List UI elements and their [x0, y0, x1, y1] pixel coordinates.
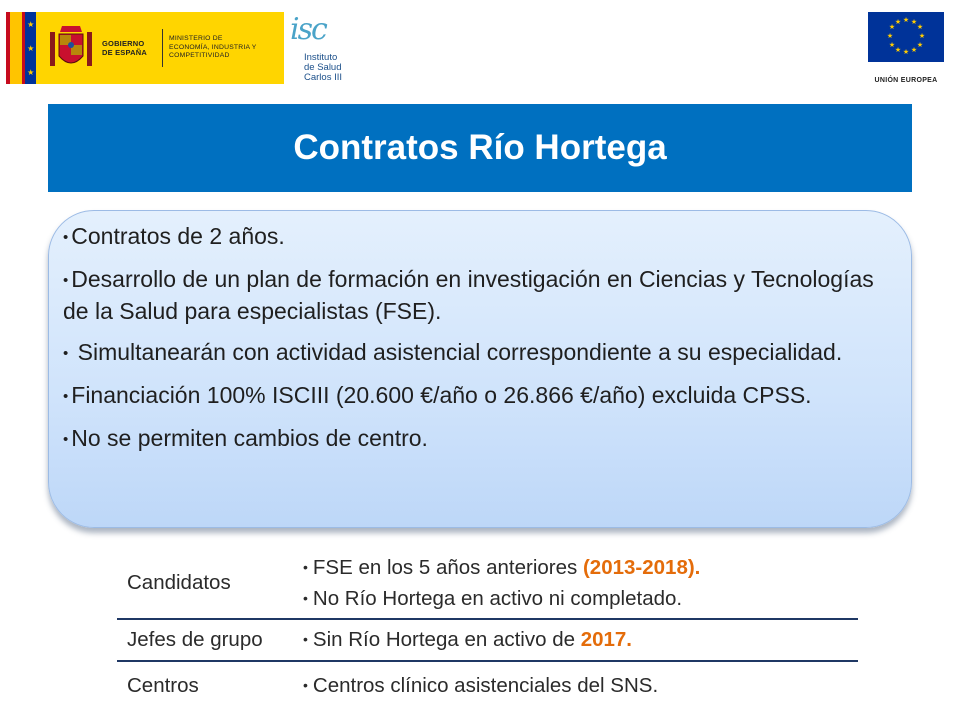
eu-logo	[866, 12, 946, 90]
svg-text:★: ★	[894, 18, 902, 26]
candidatos-years: (2013-2018).	[582, 556, 701, 579]
centros-label: Centros	[127, 674, 199, 697]
isciii-logo	[290, 12, 360, 84]
svg-text:★: ★	[910, 46, 918, 54]
eu-flag-icon	[868, 12, 944, 62]
ministerio-label: MINISTERIO DE ECONOMÍA, INDUSTRIA Y COMPETITIVIDAD	[169, 35, 257, 60]
title-bar	[48, 104, 912, 192]
svg-text:★: ★	[894, 46, 902, 54]
list-item: • Desarrollo de un plan de formación en investigación en Ciencias y Tecnologías de la Salud para especialistas (FSE).	[63, 266, 874, 324]
table-row	[117, 548, 858, 619]
candidatos-value: • FSE en los 5 años anteriores (2013-2018). • No Río Hortega en activo ni completado.	[303, 548, 858, 619]
page-title: Contratos Río Hortega	[293, 128, 667, 167]
jefes-label: Jefes de grupo	[117, 619, 303, 661]
spain-eu-flag-icon: ★ ★ ★	[6, 12, 36, 84]
svg-text:★: ★	[916, 41, 924, 49]
list-item: • Simultanearán con actividad asistencial correspondiente a su especialidad.	[63, 339, 843, 365]
svg-text:★: ★	[888, 41, 896, 49]
svg-text:★: ★	[902, 16, 910, 24]
gobierno-label: GOBIERNO DE ESPAÑA	[102, 39, 148, 57]
svg-text:★: ★	[916, 23, 924, 31]
eu-label: UNIÓN EUROPEA	[874, 77, 938, 84]
list-item: • No se permiten cambios de centro.	[63, 425, 428, 451]
gobierno-logo	[6, 12, 284, 84]
info-box	[48, 210, 912, 528]
list-item: • Financiación 100% ISCIII (20.600 €/año o 26.866 €/año) excluida CPSS.	[63, 382, 812, 408]
bullet-list	[49, 211, 911, 455]
centros-value: • Centros clínico asistenciales del SNS.	[303, 674, 659, 697]
jefes-value: • Sin Río Hortega en activo de 2017.	[303, 619, 858, 661]
requirements-table	[117, 548, 858, 710]
jefes-year: 2017.	[580, 628, 633, 651]
svg-text:★: ★	[910, 18, 918, 26]
isc-logo-icon: isc	[290, 12, 326, 47]
table-row	[117, 661, 858, 710]
svg-text:★: ★	[886, 32, 894, 40]
svg-text:★: ★	[888, 23, 896, 31]
candidatos-label: Candidatos	[117, 548, 303, 619]
isciii-name: Instituto de Salud Carlos III	[304, 52, 343, 83]
list-item: • Contratos de 2 años.	[63, 223, 285, 249]
svg-text:★: ★	[918, 32, 926, 40]
svg-text:★: ★	[902, 48, 910, 56]
coat-of-arms-icon	[46, 18, 96, 78]
table-row	[117, 619, 858, 661]
